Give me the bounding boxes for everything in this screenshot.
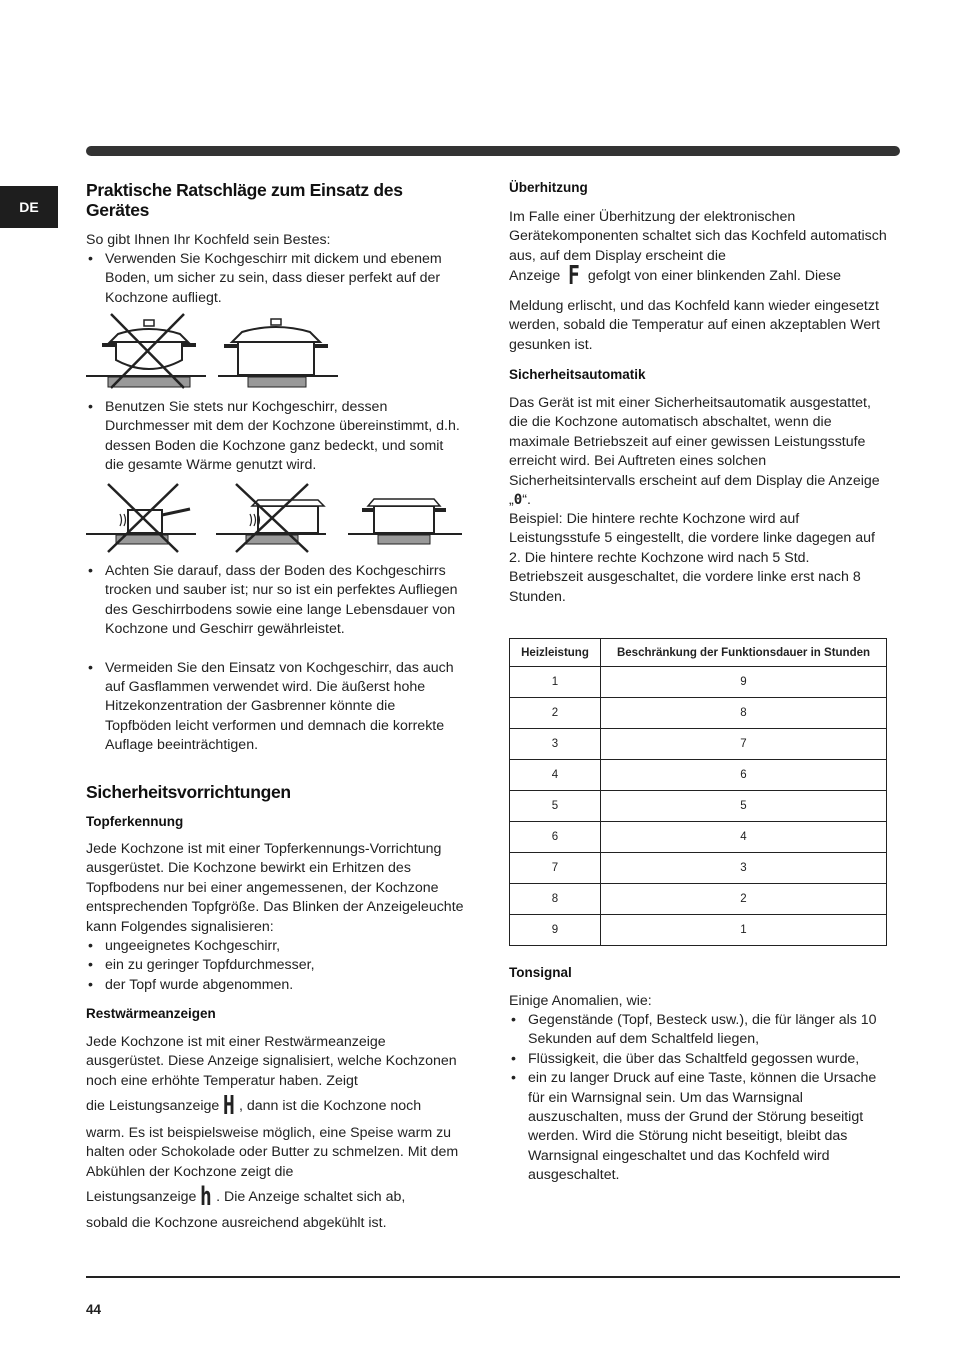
safety-auto-text-1: Das Gerät ist mit einer Sicherheitsautomatik ausgestattet, die die Kochzone automatisch abschaltet, wenn die maximale Betriebszeit auf einer gewissen Leistungsstufe erreicht wird. Bei Auftreten eines solchen Sicherheitsintervalls erscheint auf dem Display die Anzeige „0“. [509, 395, 880, 509]
section-title-safety: Sicherheitsvorrichtungen [86, 782, 291, 802]
residual-text-1: Jede Kochzone ist mit einer Restwärmeanzeige ausgerüstet. Diese Anzeige signalisiert, welche Kochzonen noch eine erhöhte Temperatur haben. Zeigt [86, 1034, 457, 1089]
residual-text-3: warm. Es ist beispielsweise möglich, eine Speise warm zu halten oder Schokolade oder Butter zu schmelzen. Mit dem Abkühlen der Kochzone zeigt die [86, 1125, 459, 1180]
table-row: 8 2 [510, 884, 887, 915]
section-title-tips: Praktische Ratschläge zum Einsatz des Gerätes [86, 180, 403, 220]
page-number: 44 [86, 1302, 102, 1317]
display-symbol-f: F [568, 261, 580, 291]
residual-text-2: die Leistungsanzeige H , dann ist die Kochzone noch [86, 1091, 422, 1121]
subheading-safety-auto: Sicherheitsautomatik [509, 367, 646, 382]
subheading-sound-signal: Tonsignal [509, 965, 572, 980]
operating-time-table [509, 638, 887, 946]
safety-auto-text-2: Beispiel: Die hintere rechte Kochzone wird auf Leistungsstufe 5 eingestellt, die vordere linke dagegen auf 2. Die hintere rechte Kochzone wird nach 5 Std. Betriebszeit ausgeschaltet, die vordere linke erst nach 8 Stunden. [509, 511, 875, 605]
pot-size-illustration [86, 482, 464, 554]
table-header: Beschränkung der Funktionsdauer in Stunden [601, 639, 887, 667]
subheading-residual-heat: Restwärmeanzeigen [86, 1006, 216, 1021]
list-item: • der Topf wurde abgenommen. [86, 976, 464, 995]
footer-rule [86, 1276, 900, 1278]
sound-list [509, 1011, 887, 1186]
table-row: 6 4 [510, 822, 887, 853]
table-row: 7 3 [510, 853, 887, 884]
table-row: 9 1 [510, 915, 887, 946]
list-item: • Flüssigkeit, die über das Schaltfeld gegossen wurde, [509, 1050, 887, 1069]
list-item: • ein zu geringer Topfdurchmesser, [86, 956, 464, 975]
table-header: Heizleistung [510, 639, 601, 667]
tips-intro: So gibt Ihnen Ihr Kochfeld sein Bestes: [86, 232, 331, 248]
subheading-overheat: Überhitzung [509, 180, 588, 195]
tip-item: • Achten Sie darauf, dass der Boden des Kochgeschirrs trocken und sauber ist; nur so ist ein perfektes Aufliegen des Geschirrbodens sowie eine lange Lebensdauer von Kochzone und Geschirr gewährleistet. [86, 562, 464, 640]
display-symbol-h-upper: H [223, 1091, 236, 1121]
display-symbol-h-lower: h [200, 1182, 213, 1212]
table-row: 3 7 [510, 729, 887, 760]
overheat-text-2: Anzeige F gefolgt von einer blinkenden Zahl. Diese [509, 261, 842, 291]
residual-text-5: sobald die Kochzone ausreichend abgekühlt ist. [86, 1215, 387, 1231]
display-symbol-zero: 0 [513, 492, 523, 509]
overheat-text-1: Im Falle einer Überhitzung der elektronischen Gerätekomponenten schaltet sich das Kochfeld automatisch aus, auf dem Display erscheint die [509, 209, 887, 264]
overheat-text-3: Meldung erlischt, und das Kochfeld kann wieder eingesetzt werden, sobald die Temperatur auf einen akzeptablen Wert gesunken ist. [509, 298, 880, 353]
table-row: 1 9 [510, 667, 887, 698]
pot-flat-bottom-illustration [86, 310, 340, 392]
tip-item: • Verwenden Sie Kochgeschirr mit dickem und ebenem Boden, um sicher zu sein, dass dieser perfekt auf der Kochzone aufliegt. [86, 250, 464, 308]
pot-detection-list [86, 937, 464, 995]
table-row: 4 6 [510, 760, 887, 791]
language-tab: DE [0, 186, 58, 228]
list-item: • ungeeignetes Kochgeschirr, [86, 937, 464, 956]
sound-intro: Einige Anomalien, wie: [509, 993, 652, 1009]
tips-list-2 [86, 398, 464, 476]
residual-text-4: Leistungsanzeige h . Die Anzeige schaltet sich ab, [86, 1182, 406, 1212]
table-row: 2 8 [510, 698, 887, 729]
subheading-pot-detection: Topferkennung [86, 814, 184, 829]
tips-list-3 [86, 562, 464, 756]
tip-item: • Benutzen Sie stets nur Kochgeschirr, dessen Durchmesser mit dem der Kochzone übereinstimmt, d.h. dessen Boden die Kochzone ganz bedeckt, und somit die gesamte Wärme genutzt wird. [86, 398, 464, 476]
pot-detection-text: Jede Kochzone ist mit einer Topferkennungs-Vorrichtung ausgerüstet. Die Kochzone bewirkt ein Erhitzen des Topfbodens nur bei einer angemessenen, der Kochzone entsprechenden Topfgröße. Das Blinken der Anzeigeleuchte kann Folgendes signalisieren: [86, 841, 464, 935]
table-row: 5 5 [510, 791, 887, 822]
tip-item: • Vermeiden Sie den Einsatz von Kochgeschirr, das auch auf Gasflammen verwendet wird. Die äußerst hohe Hitzekonzentration der Gasbrenner könnte die Topfböden leicht verformen und demnach die korrekte Auflage beeinträchtigen. [86, 659, 464, 756]
list-item: • Gegenstände (Topf, Besteck usw.), die für länger als 10 Sekunden auf dem Schaltfeld liegen, [509, 1011, 887, 1050]
header-rule [86, 146, 900, 156]
tips-list-1 [86, 250, 464, 308]
list-item: • ein zu langer Druck auf eine Taste, können die Ursache für ein Warnsignal sein. Um das Warnsignal auszuschalten, muss der Grund der Störung beseitigt werden. Wird die Störung nicht beseitigt, bleibt das Warnsignal eingeschaltet und das Kochfeld wird ausgeschaltet. [509, 1069, 887, 1185]
